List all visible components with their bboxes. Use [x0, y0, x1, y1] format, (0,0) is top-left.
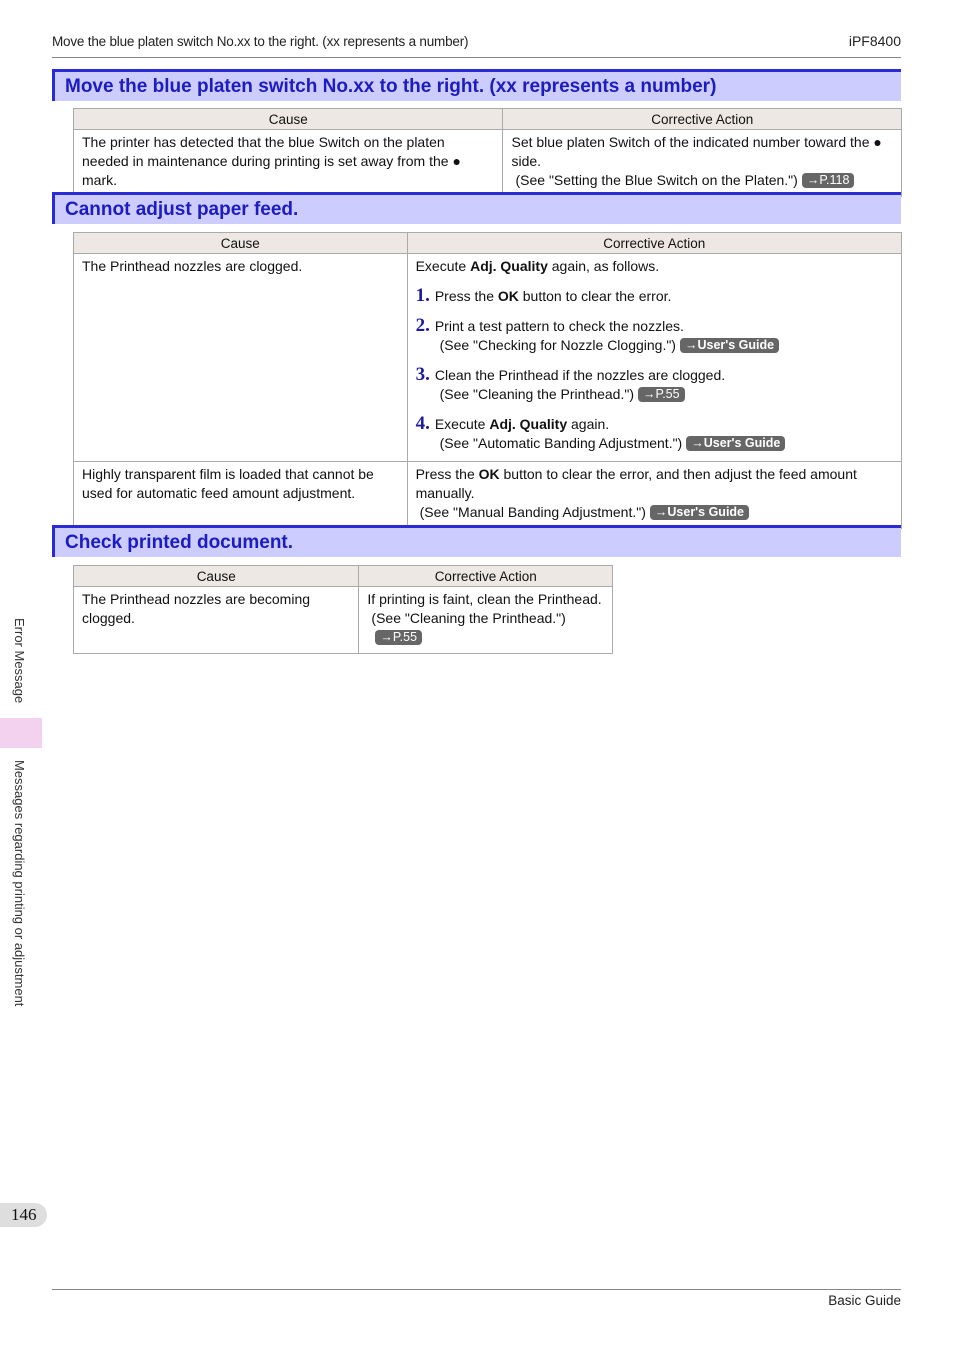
running-header-title: Move the blue platen switch No.xx to the right. (xx represents a number)	[52, 34, 469, 49]
action-cell	[359, 587, 613, 654]
table-row	[74, 130, 902, 197]
step-1: 1. Press the OK button to clear the error.	[415, 285, 672, 306]
cause-cell	[74, 130, 503, 197]
footer-guide-name: Basic Guide	[828, 1293, 901, 1308]
cause-text: The Printhead nozzles are becoming clogged.	[82, 591, 311, 626]
column-header-action: Corrective Action	[407, 233, 901, 254]
column-header-cause: Cause	[74, 233, 408, 254]
see-text: (See "Setting the Blue Switch on the Platen.")	[515, 172, 798, 188]
section-heading-check-document	[52, 525, 901, 557]
table-row	[74, 254, 902, 462]
paper-feed-table	[73, 232, 902, 529]
column-header-cause: Cause	[74, 566, 359, 587]
section-heading-text: Check printed document.	[65, 532, 294, 553]
footer-divider	[52, 1289, 901, 1290]
users-guide-ref-link[interactable]: →User's Guide	[650, 505, 749, 520]
cause-text: The printer has detected that the blue Switch on the platen needed in maintenance during printing is set away from the ● mark.	[82, 134, 461, 188]
see-reference-line: (See "Manual Banding Adjustment.") →User's Guide	[416, 503, 893, 522]
cause-text: Highly transparent film is loaded that cannot be used for automatic feed amount adjustment.	[82, 466, 374, 501]
step-4: 4. Execute Adj. Quality again. (See "Automatic Banding Adjustment.") →User's Guide	[416, 414, 893, 453]
page-ref-link[interactable]: →P.55	[375, 630, 422, 645]
users-guide-ref-link[interactable]: →User's Guide	[686, 436, 785, 451]
page-ref-link[interactable]: →P.55	[638, 387, 685, 402]
section-heading-text: Cannot adjust paper feed.	[65, 199, 299, 220]
action-cell	[407, 254, 901, 462]
section-heading-paper-feed	[52, 192, 901, 224]
cause-cell	[74, 462, 408, 529]
action-text: Set blue platen Switch of the indicated number toward the ● side.	[511, 134, 882, 169]
page-number-badge	[0, 1203, 47, 1227]
column-header-action: Corrective Action	[503, 109, 902, 130]
table-row	[74, 587, 613, 654]
action-cell	[503, 130, 902, 197]
cause-cell	[74, 254, 408, 462]
column-header-action: Corrective Action	[359, 566, 613, 587]
page-ref-link[interactable]: →P.118	[802, 173, 855, 188]
sidebar-chapter-label[interactable]: Error Message	[12, 618, 27, 704]
page-number: 146	[11, 1205, 37, 1224]
action-text: Press the OK button to clear the error, and then adjust the feed amount manually.	[415, 466, 857, 501]
check-document-table	[73, 565, 613, 654]
sidebar-current-tab	[0, 718, 42, 748]
running-header-model: iPF8400	[848, 33, 901, 49]
table-row	[74, 462, 902, 529]
section-heading-text: Move the blue platen switch No.xx to the right. (xx represents a number)	[65, 76, 717, 97]
platen-switch-table	[73, 108, 902, 197]
step-3: 3. Clean the Printhead if the nozzles are clogged. (See "Cleaning the Printhead.") →P.55	[415, 364, 726, 402]
action-text: If printing is faint, clean the Printhead.	[367, 591, 602, 607]
users-guide-ref-link[interactable]: →User's Guide	[680, 338, 779, 353]
action-cell	[407, 462, 901, 529]
section-heading-platen-switch	[52, 69, 901, 101]
cause-cell	[74, 587, 359, 654]
see-reference-line	[511, 171, 893, 190]
see-reference-line: (See "Cleaning the Printhead.")→P.55	[371, 610, 566, 644]
column-header-cause: Cause	[74, 109, 503, 130]
header-divider	[52, 57, 901, 58]
cause-text: The Printhead nozzles are clogged.	[82, 258, 303, 274]
step-2: 2. Print a test pattern to check the nozzles. (See "Checking for Nozzle Clogging.") →User's Guide	[416, 316, 893, 355]
sidebar-section-label[interactable]: Messages regarding printing or adjustment	[12, 760, 27, 1007]
action-intro: Execute Adj. Quality again, as follows.	[415, 258, 660, 274]
